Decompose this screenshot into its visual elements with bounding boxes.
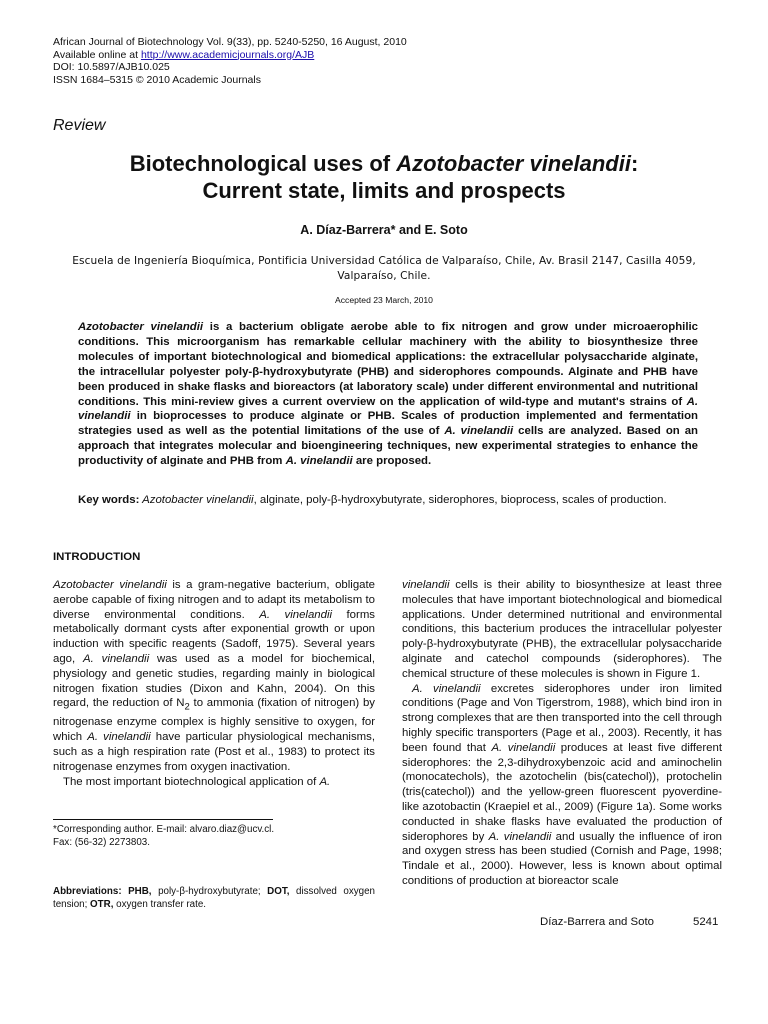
abstract-text-4: are proposed. <box>352 455 432 468</box>
keywords <box>78 493 698 508</box>
italic-term: A. vinelandii <box>87 731 151 744</box>
section-type: Review <box>53 117 106 134</box>
abstract-italic-2: A. vinelandii <box>78 395 698 423</box>
italic-term: A. vinelandii <box>412 682 481 695</box>
body-text: and usually the influence of iron and oxygen stress has been studied (Cornish and Page, 1998; Tindale et al., 2000). However, less is known about optimal conditions of production at bioreactor scale <box>402 830 722 887</box>
abbrev-def: dissolved oxygen tension; <box>53 886 375 910</box>
abstract-text-2: in bioprocesses to produce alginate or PHB. Scales of production implemented and fermentation strategies used as well as the potential limitations of the use of <box>78 410 698 438</box>
body-text: to ammonia (fixation of nitrogen) by nitrogenase enzyme complex is highly sensitive to oxygen, for which <box>53 697 375 744</box>
paragraph <box>402 578 722 682</box>
journal-url-link[interactable]: http://www.academicjournals.org/AJB <box>140 48 315 61</box>
abstract <box>78 320 698 469</box>
journal-citation: African Journal of Biotechnology Vol. 9(33), pp. 5240-5250, 16 August, 2010 <box>53 36 407 48</box>
abstract-italic-3: A. vinelandii <box>444 425 514 438</box>
abbrev-term: DOT, <box>260 886 290 897</box>
title-part-1: Biotechnological uses of <box>129 151 397 176</box>
italic-term: A. vinelandii <box>488 830 552 843</box>
abstract-text-3: cells are analyzed. Based on an approach that integrates molecular and bioengineering techniques, new experimental strategies to enhance the productivity of alginate and PHB from <box>78 425 698 468</box>
paper-title <box>40 150 728 204</box>
abbreviations <box>53 885 375 911</box>
abbrev-def: oxygen transfer rate. <box>113 899 207 910</box>
right-column <box>402 578 722 889</box>
corresponding-author: *Corresponding author. E-mail: alvaro.diaz@ucv.cl. <box>53 824 275 835</box>
affiliation: Escuela de Ingeniería Bioquímica, Pontificia Universidad Católica de Valparaíso, Chile, Av. Brasil 2147, Casilla 4059, Valparaíso, Chile. <box>72 255 696 282</box>
body-text: produces at least five different siderophores: the 2,3-dihydroxybenzoic acid and aminochelin (monocatechols), the azotochelin (bis(catechol)), protochelin (tris(catechol)) and the yellow-green fluorescent pyoverdine-like azotobactin (Kraepiel et al., 2009) (Figure 1a). Some works conducted in shake flasks have evaluated the production of siderophores by <box>402 741 723 843</box>
italic-term: Azotobacter vinelandii <box>53 579 167 591</box>
keywords-italic: Azotobacter vinelandii <box>139 494 254 506</box>
page-number: 5241 <box>693 916 719 928</box>
journal-header <box>53 36 407 86</box>
keywords-label: Key words: <box>78 494 140 506</box>
body-text: forms metabolically dormant cysts after exponential growth or upon induction with specific reagents (Sadoff, 1975). Several years ago, <box>53 608 375 665</box>
running-head: Díaz-Barrera and Soto <box>540 916 654 928</box>
subscript: 2 <box>184 701 190 713</box>
accepted-date: Accepted 23 March, 2010 <box>335 295 433 305</box>
body-text: The most important biotechnological application of <box>63 775 320 788</box>
title-part-2: : <box>630 151 639 176</box>
italic-term: A. <box>319 775 331 788</box>
abstract-italic-1: Azotobacter vinelandii <box>78 321 204 333</box>
paragraph <box>53 775 375 790</box>
fax: Fax: (56-32) 2273803. <box>53 837 150 848</box>
body-text: excretes siderophores under iron limited conditions (Page and Von Tigerstrom, 1988), which bind iron in strong complexes that are then transported into the cell through highly specific transporters (Page et al., 2003). Recently, it has been found that <box>402 682 722 754</box>
body-text: cells is their ability to biosynthesize at least three molecules that have important biotechnological and biomedical applications. Under determined nutritional and environmental conditions, this bacterium produces the intracellular polyester poly-β-hydroxybutyrate (PHB), the extracellular polysaccharide alginate and catechol compounds (siderophores). The chemical structure of these molecules is shown in Figure 1. <box>402 579 722 680</box>
doi: DOI: 10.5897/AJB10.025 <box>53 61 170 73</box>
body-text: was used as a model for biochemical, physiology and genetic studies, regarding mainly in biological nitrogen fixation studies (Dixon and Kahn, 2004). On this regard, the reduction of N <box>53 652 375 710</box>
abbrev-def: poly-β-hydroxybutyrate; <box>151 886 261 897</box>
title-species: Azotobacter vinelandii <box>396 151 631 176</box>
introduction-heading: INTRODUCTION <box>53 551 141 563</box>
left-column <box>53 578 375 789</box>
body-text: is a gram-negative bacterium, obligate aerobe capable of fixing nitrogen and to adapt its metabolism to diverse environmental conditions. <box>53 579 375 621</box>
italic-term: A. vinelandii <box>259 608 333 621</box>
paragraph <box>53 578 375 775</box>
issn: ISSN 1684–5315 © 2010 Academic Journals <box>53 73 261 86</box>
footnote-divider <box>53 819 273 820</box>
footnote <box>53 823 375 849</box>
italic-term: A. vinelandii <box>491 741 556 754</box>
authors: A. Díaz-Barrera* and E. Soto <box>300 223 468 237</box>
italic-term: A. vinelandii <box>83 652 150 665</box>
abbrev-label: Abbreviations: <box>53 886 122 897</box>
abbrev-term: OTR, <box>87 899 114 910</box>
body-text: have particular physiological mechanisms, such as a high respiration rate (Post et al., 1983) to protect its nitrogenase enzymes from oxygen inactivation. <box>53 731 375 773</box>
abstract-italic-4: A. vinelandii <box>285 455 353 468</box>
abbrev-term: PHB, <box>121 886 152 897</box>
title-line-1 <box>40 150 728 177</box>
paragraph <box>402 682 722 889</box>
availability-prefix: Available online at <box>53 48 141 61</box>
italic-term: vinelandii <box>402 579 450 591</box>
title-line-2: Current state, limits and prospects <box>202 178 566 203</box>
abstract-text-1: is a bacterium obligate aerobe able to fix nitrogen and grow under microaerophilic conditions. This microorganism has remarkable cellular machinery with the ability to biosynthesize three molecules of important biotechnological and biomedical applications: the extracellular polysaccharide alginate, the intracellular polyester poly-β-hydroxybutyrate (PHB) and siderophores compounds. Alginate and PHB have been produced in shake flasks and bioreactors (at laboratory scale) under different environmental and nutritional conditions. This mini-review gives a current overview on the application of wild-type and mutant's strains of <box>78 321 698 408</box>
keywords-list: , alginate, poly-β-hydroxybutyrate, siderophores, bioprocess, scales of production. <box>253 494 667 506</box>
availability-line <box>53 49 407 62</box>
